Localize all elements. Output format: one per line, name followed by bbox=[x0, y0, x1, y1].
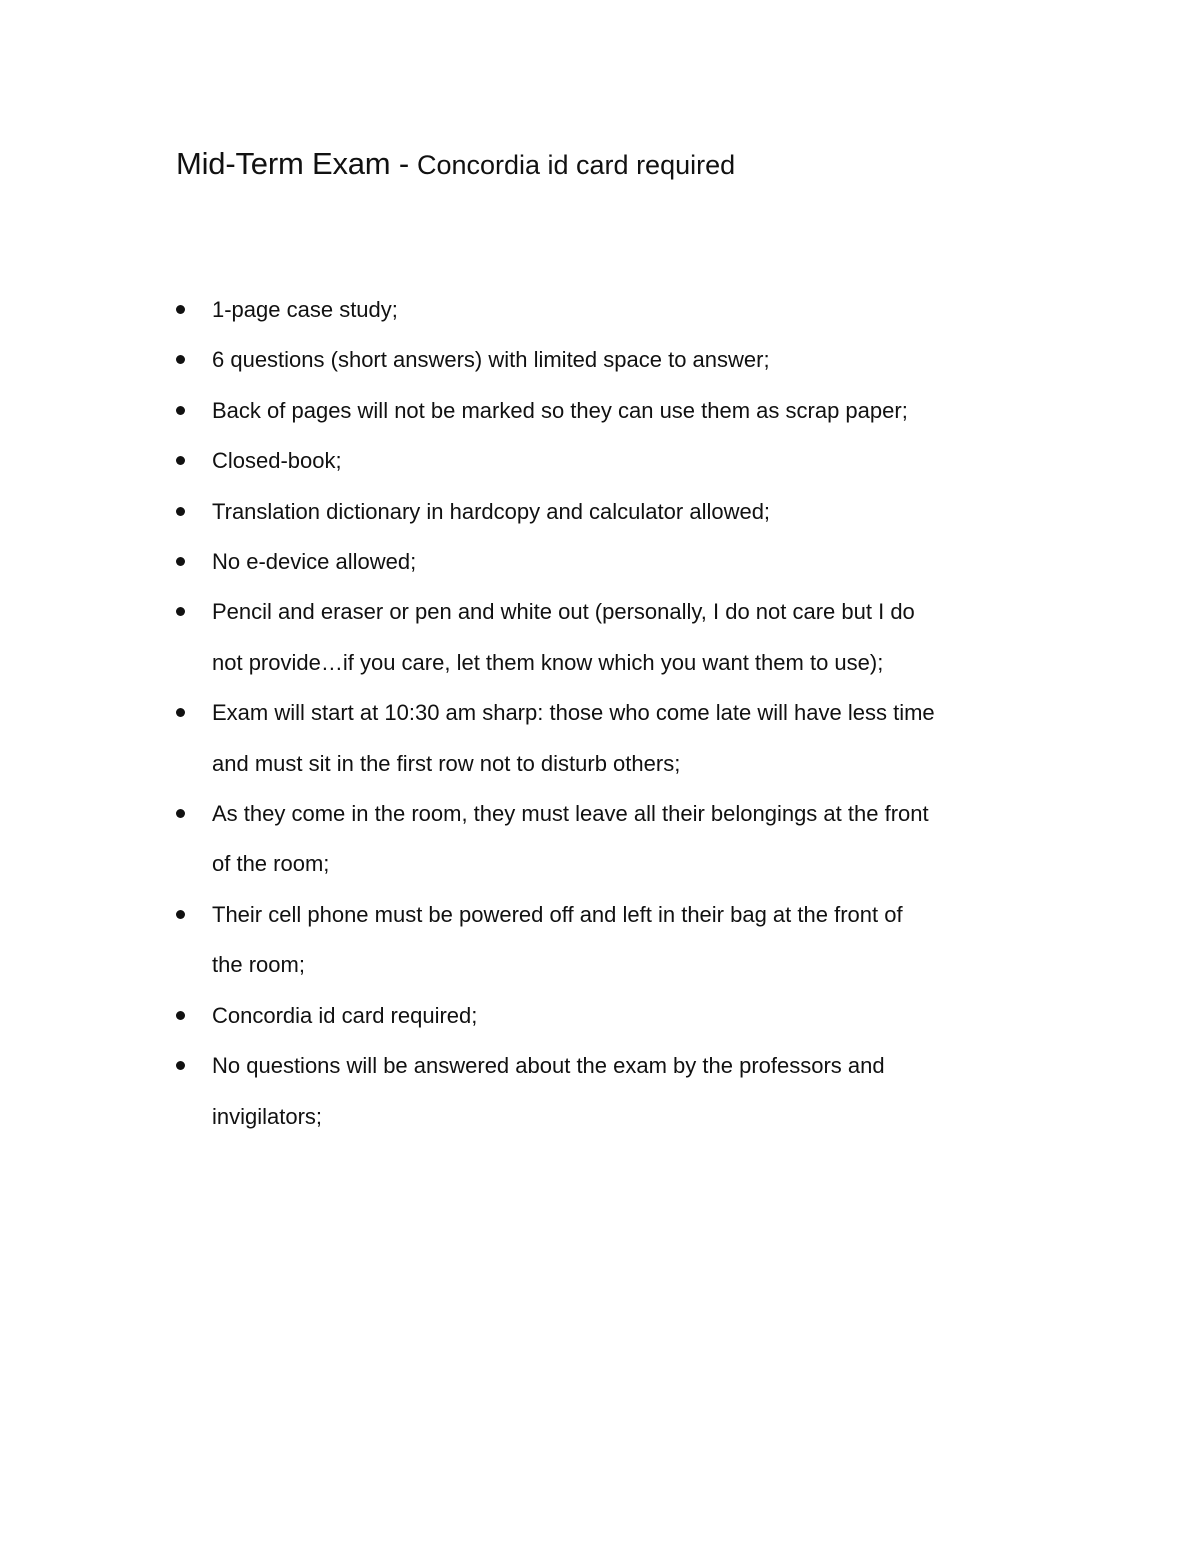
bullet-text-line: Back of pages will not be marked so they can use them as scrap paper; bbox=[212, 397, 908, 423]
list-item bbox=[176, 386, 1056, 436]
bullet-text-line: Exam will start at 10:30 am sharp: those who come late will have less time bbox=[212, 700, 935, 726]
bullet-dot-icon bbox=[176, 607, 185, 616]
bullet-dot-icon bbox=[176, 456, 185, 465]
bullet-text-line: Closed-book; bbox=[212, 448, 342, 474]
bullet-text-line: the room; bbox=[212, 952, 305, 978]
bullet-text-line: Pencil and eraser or pen and white out (personally, I do not care but I do bbox=[212, 599, 915, 625]
bullet-text-line: Their cell phone must be powered off and left in their bag at the front of bbox=[212, 901, 903, 927]
bullet-text-line: 1-page case study; bbox=[212, 297, 398, 322]
list-item bbox=[176, 890, 1056, 991]
bullet-text-line: not provide…if you care, let them know which you want them to use); bbox=[212, 649, 884, 675]
bullet-dot-icon bbox=[176, 910, 185, 919]
bullet-text-line: No e-device allowed; bbox=[212, 549, 417, 575]
bullet-dot-icon bbox=[176, 557, 185, 566]
list-item bbox=[176, 1041, 1056, 1142]
bullet-text-line: 6 questions (short answers) with limited space to answer; bbox=[212, 347, 770, 373]
list-item bbox=[176, 436, 1056, 486]
bullet-text-line: invigilators; bbox=[212, 1103, 323, 1129]
bullet-text-line: No questions will be answered about the exam by the professors and bbox=[212, 1053, 885, 1079]
bullet-list bbox=[176, 285, 1056, 1142]
bullet-dot-icon bbox=[176, 406, 185, 415]
list-item bbox=[176, 487, 1056, 537]
bullet-text-line: Translation dictionary in hardcopy and calculator allowed; bbox=[212, 498, 771, 524]
bullet-dot-icon bbox=[176, 1011, 185, 1020]
list-item bbox=[176, 688, 1056, 789]
list-item bbox=[176, 991, 1056, 1041]
page-title bbox=[176, 144, 1076, 190]
list-item bbox=[176, 537, 1056, 587]
page-title-main: Mid-Term Exam - bbox=[176, 146, 409, 181]
bullet-text-line: As they come in the room, they must leave all their belongings at the front bbox=[212, 801, 929, 827]
list-item bbox=[176, 789, 1056, 890]
bullet-text-line: Concordia id card required; bbox=[212, 1002, 478, 1028]
bullet-dot-icon bbox=[176, 507, 185, 516]
list-item bbox=[176, 335, 1056, 385]
list-item bbox=[176, 587, 1056, 688]
bullet-dot-icon bbox=[176, 1061, 185, 1070]
bullet-dot-icon bbox=[176, 355, 185, 364]
bullet-text-line: and must sit in the first row not to disturb others; bbox=[212, 750, 681, 776]
bullet-dot-icon bbox=[176, 708, 185, 717]
page-title-subtitle: Concordia id card required bbox=[416, 150, 736, 180]
bullet-text-line: of the room; bbox=[212, 851, 330, 877]
bullet-dot-icon bbox=[176, 809, 185, 818]
bullet-dot-icon bbox=[176, 305, 185, 314]
list-item bbox=[176, 285, 1056, 335]
